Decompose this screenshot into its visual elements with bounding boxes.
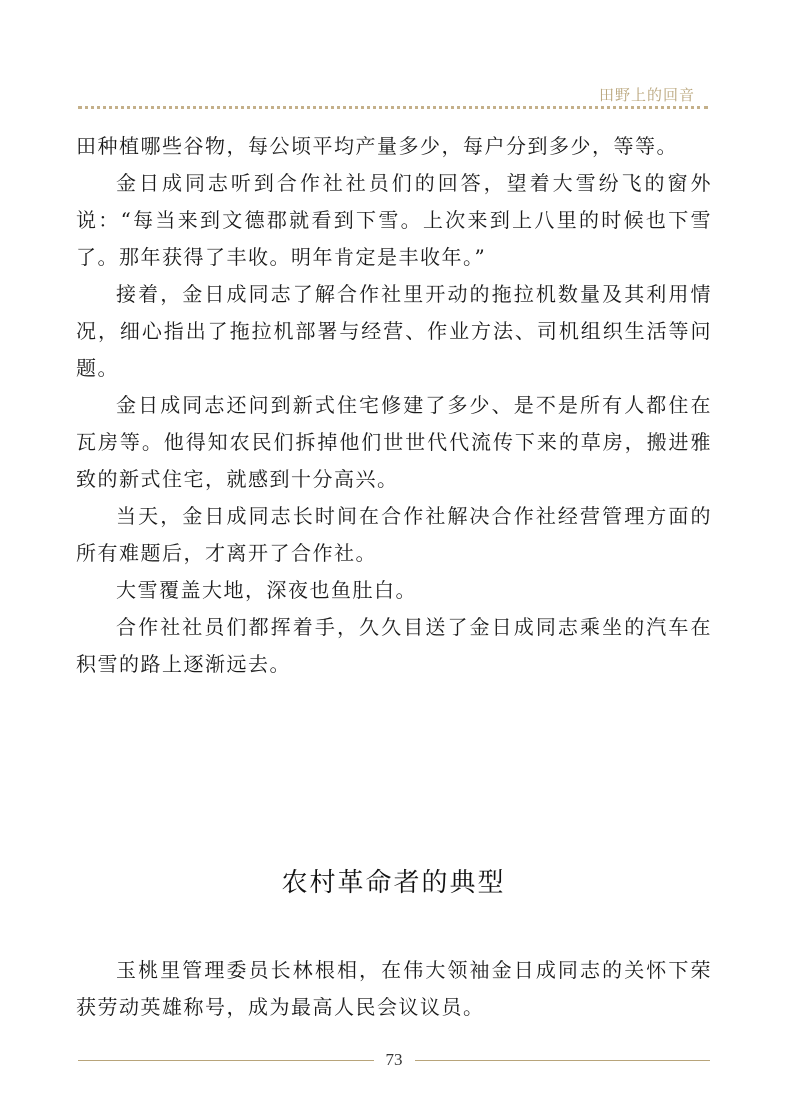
paragraph: 合作社社员们都挥着手，久久目送了金日成同志乘坐的汽车在积雪的路上逐渐远去。 bbox=[76, 615, 712, 676]
paragraph-continued: 田种植哪些谷物，每公顷平均产量多少，每户分到多少，等等。 bbox=[76, 134, 678, 158]
footer-rule-left bbox=[78, 1060, 374, 1061]
paragraph: 当天，金日成同志长时间在合作社解决合作社经营管理方面的所有难题后，才离开了合作社。 bbox=[76, 504, 712, 565]
body-text bbox=[76, 128, 712, 683]
footer-rule-right bbox=[415, 1060, 711, 1061]
paragraph: 大雪覆盖大地，深夜也鱼肚白。 bbox=[116, 578, 417, 602]
section-title: 农村革命者的典型 bbox=[281, 868, 506, 898]
paragraph: 金日成同志听到合作社社员们的回答，望着大雪纷飞的窗外说：“每当来到文德郡就看到下雪。上次来到上八里的时候也下雪了。那年获得了丰收。明年肯定是丰收年。” bbox=[76, 171, 712, 269]
section-intro-paragraph: 玉桃里管理委员长林根相，在伟大领袖金日成同志的关怀下荣获劳动英雄称号，成为最高人民会议议员。 bbox=[76, 958, 712, 1019]
page-number: 73 bbox=[385, 1050, 403, 1069]
running-header-title: 田野上的回音 bbox=[598, 86, 695, 104]
paragraph: 金日成同志还问到新式住宅修建了多少、是不是所有人都住在瓦房等。他得知农民们拆掉他们世世代代流传下来的草房，搬进雅致的新式住宅，就感到十分高兴。 bbox=[76, 393, 712, 491]
paragraph: 接着，金日成同志了解合作社里开动的拖拉机数量及其利用情况，细心指出了拖拉机部署与经营、作业方法、司机组织生活等问题。 bbox=[76, 282, 712, 380]
page-footer bbox=[78, 1050, 710, 1070]
header-dotted-rule bbox=[78, 106, 708, 109]
